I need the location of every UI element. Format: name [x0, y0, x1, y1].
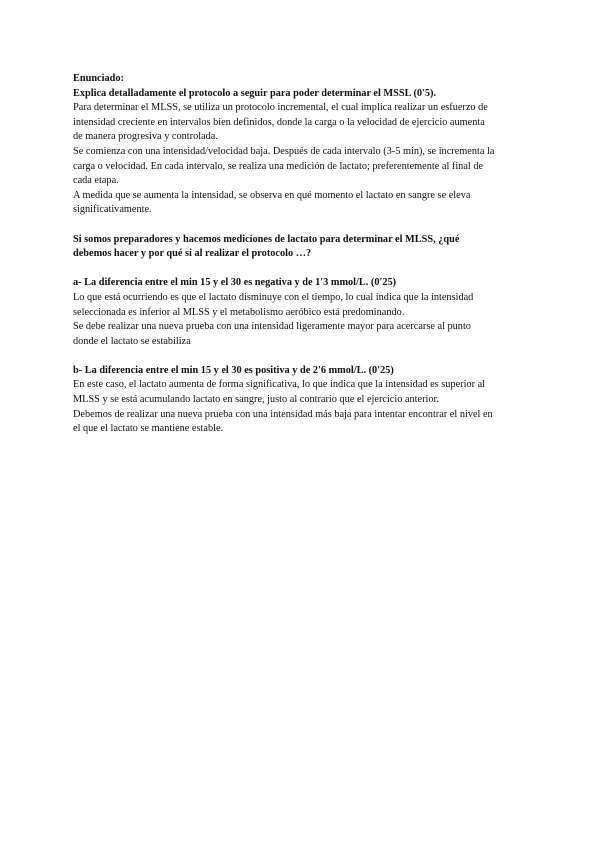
paragraph-line: carga o velocidad. En cada intervalo, se realiza una medición de lactato; preferentemente al final de — [73, 160, 484, 172]
paragraph-line: seleccionada es inferior al MLSS y el metabolismo aeróbico está predominando. — [73, 306, 405, 318]
paragraph-line: Se debe realizar una nueva prueba con una intensidad ligeramente mayor para acercarse al punto — [73, 321, 471, 333]
paragraph-line: MLSS y se está acumulando lactato en sangre, justo al contrario que el ejercicio anterior. — [73, 394, 439, 406]
paragraph-spacer — [73, 218, 533, 233]
part-b-title: b- La diferencia entre el min 15 y el 30 es positiva y de 2'6 mmol/L. (0'25) — [73, 364, 394, 376]
paragraph-line: En este caso, el lactato aumenta de forma significativa, lo que indica que la intensidad es superior al — [73, 379, 486, 391]
part-a-title: a- La diferencia entre el min 15 y el 30 es negativa y de 1'3 mmol/L. (0'25) — [73, 277, 397, 289]
paragraph-line: de manera progresiva y controlada. — [73, 131, 218, 143]
section-heading: Enunciado: — [73, 73, 124, 84]
paragraph-line: Lo que está ocurriendo es que el lactato disminuye con el tiempo, lo cual indica que la intensidad — [73, 291, 474, 303]
question-2-line: Si somos preparadores y hacemos mediciones de lactato para determinar el MLSS, ¿qué — [73, 233, 460, 245]
paragraph-spacer — [73, 262, 533, 277]
paragraph-line: donde el lactato se estabiliza — [73, 335, 191, 347]
paragraph-line: intensidad creciente en intervalos bien definidos, donde la carga o la velocidad de ejercicio aumenta — [73, 116, 485, 128]
paragraph-spacer — [73, 349, 533, 364]
paragraph-line: A medida que se aumenta la intensidad, se observa en qué momento el lactato en sangre se eleva — [73, 189, 471, 201]
question-text: Explica detalladamente el protocolo a seguir para poder determinar el MSSL (0'5). — [73, 87, 437, 99]
paragraph-line: cada etapa. — [73, 175, 119, 187]
paragraph-line: Para determinar el MLSS, se utiliza un protocolo incremental, el cual implica realizar un esfuerzo de — [73, 102, 488, 114]
document-page — [73, 72, 533, 437]
paragraph-line: Se comienza con una intensidad/velocidad baja. Después de cada intervalo (3-5 min), se incrementa la — [73, 145, 495, 157]
paragraph-line: Debemos de realizar una nueva prueba con una intensidad más baja para intentar encontrar el nivel en — [73, 408, 493, 420]
paragraph-line: significativamente. — [73, 204, 152, 216]
paragraph-line: el que el lactato se mantiene estable. — [73, 423, 224, 435]
question-2-line: debemos hacer y por qué si al realizar el protocolo …? — [73, 248, 312, 260]
